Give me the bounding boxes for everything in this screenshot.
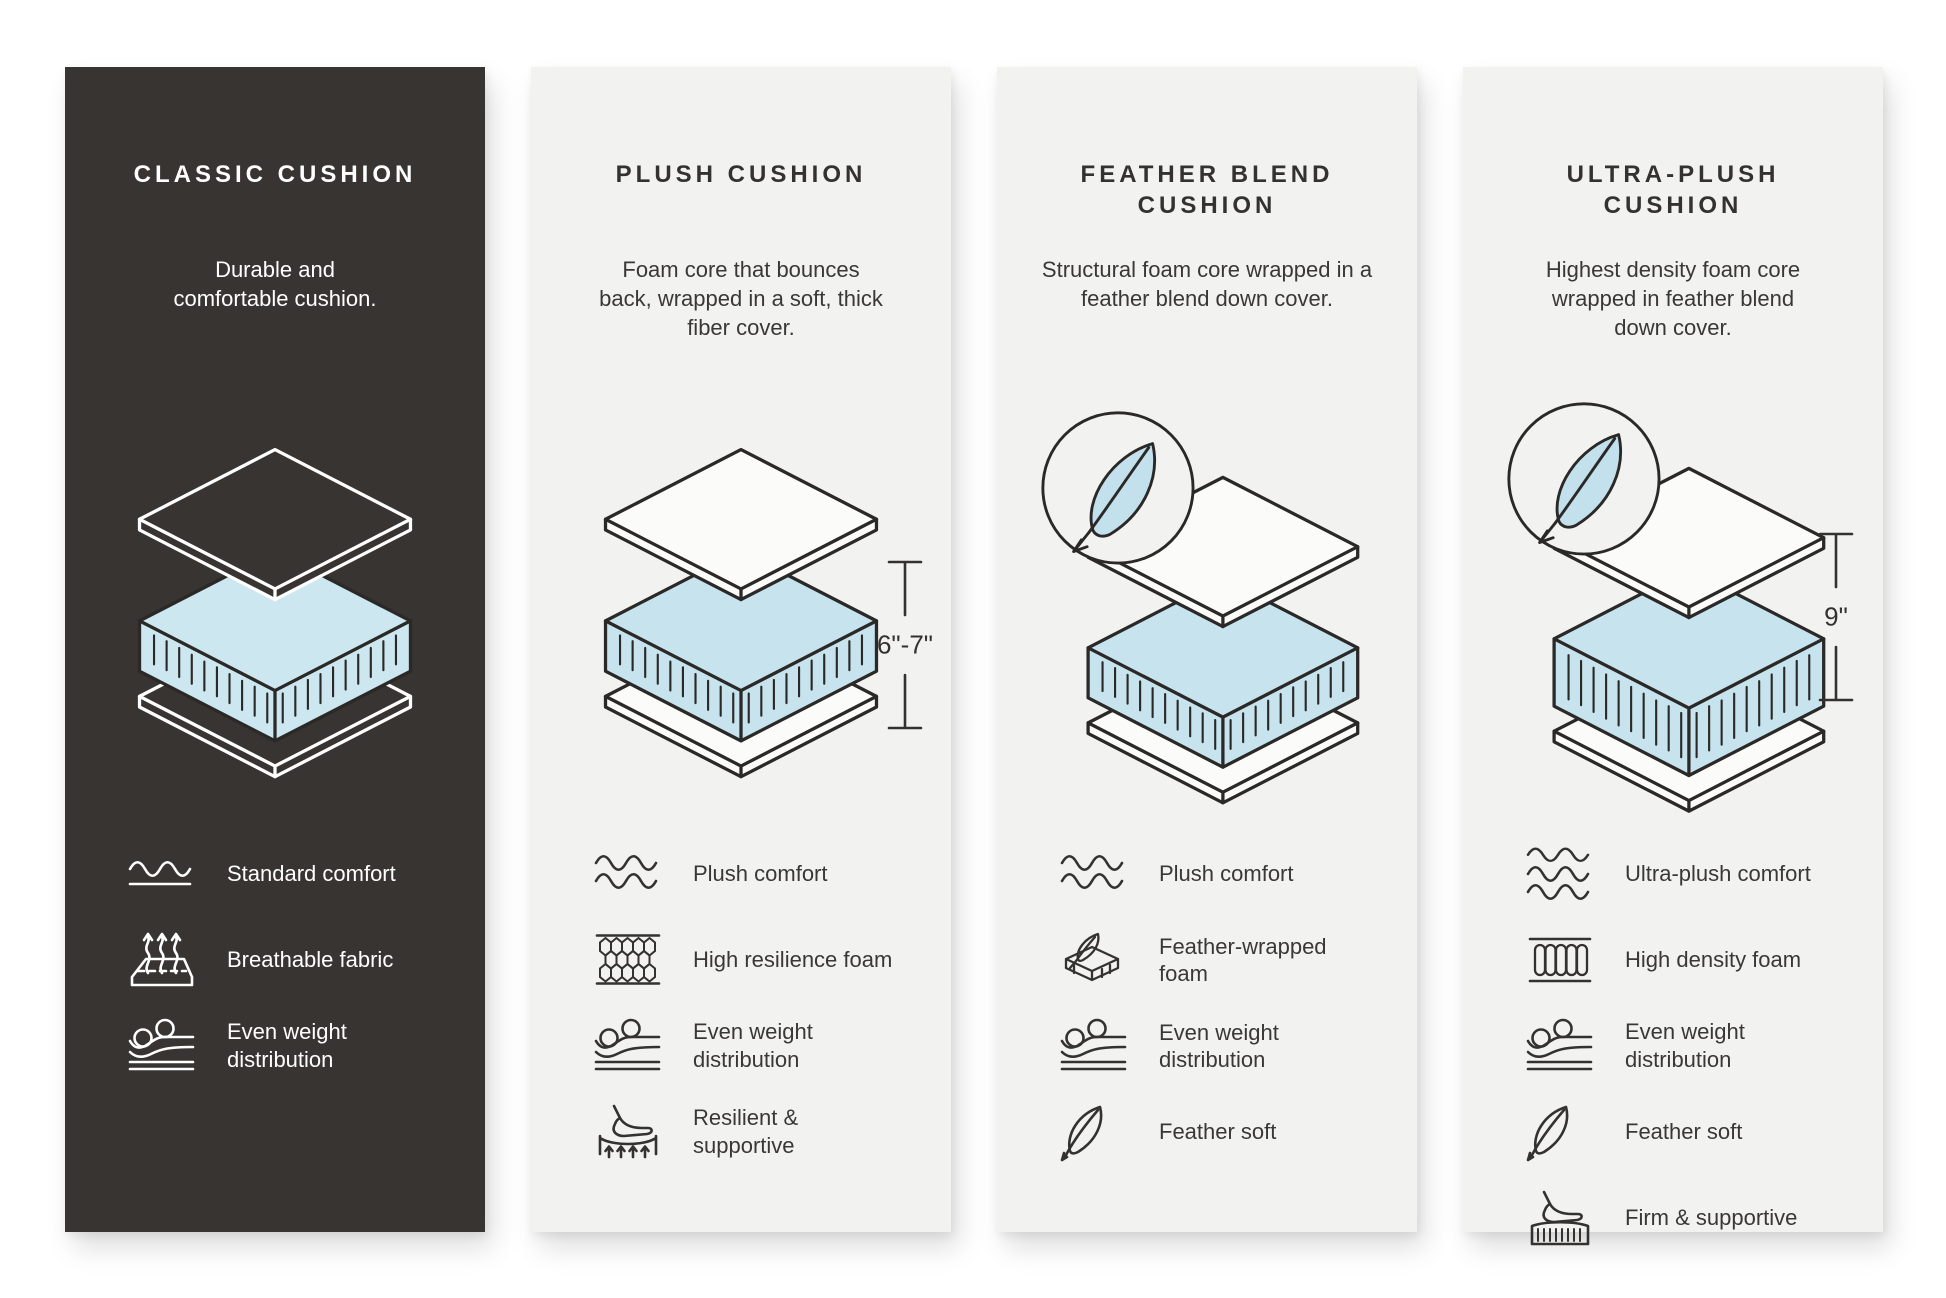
card-description: Foam core that bounces back, wrapped in a soft, thick fiber cover. bbox=[599, 256, 883, 340]
feature-label: High density foam bbox=[1625, 947, 1802, 973]
cushion-stack-illustration bbox=[1039, 409, 1376, 810]
feature-label: Firm & supportive bbox=[1625, 1205, 1798, 1231]
feature-label: Breathable fabric bbox=[227, 947, 394, 973]
feature-row bbox=[1055, 1101, 1391, 1163]
feature-label: Feather-wrapped foam bbox=[1159, 933, 1327, 987]
feature-row bbox=[1521, 929, 1857, 991]
height-ruler bbox=[1804, 531, 1868, 703]
wave-single-icon bbox=[123, 844, 201, 904]
height-measurement-label: 9" bbox=[1824, 601, 1848, 632]
cushion-diagram bbox=[531, 409, 951, 809]
cushion-diagram bbox=[997, 409, 1417, 809]
high-density-foam-icon bbox=[1521, 930, 1599, 990]
feature-label: Feather soft bbox=[1159, 1119, 1277, 1145]
feature-list bbox=[531, 843, 951, 1187]
feature-label: Plush comfort bbox=[693, 861, 828, 887]
feature-label: Standard comfort bbox=[227, 861, 396, 887]
card-title: PLUSH CUSHION bbox=[615, 160, 867, 188]
card-description: Durable and comfortable cushion. bbox=[173, 256, 377, 311]
even-weight-icon bbox=[1521, 1016, 1599, 1076]
feature-row bbox=[1521, 843, 1857, 905]
feather-icon bbox=[1055, 1102, 1133, 1162]
feature-row bbox=[589, 929, 925, 991]
resilient-supportive-icon bbox=[589, 1102, 667, 1162]
feature-row bbox=[589, 843, 925, 905]
even-weight-icon bbox=[1055, 1016, 1133, 1076]
feather-wrapped-foam-icon bbox=[1055, 930, 1133, 990]
card-description: Highest density foam core wrapped in feather blend down cover. bbox=[1545, 256, 1801, 340]
feature-row bbox=[1055, 929, 1391, 991]
honeycomb-foam-icon bbox=[589, 930, 667, 990]
feather-badge-icon bbox=[1042, 413, 1192, 563]
feature-row bbox=[123, 929, 459, 991]
feature-label: Even weight distribution bbox=[693, 1019, 813, 1072]
feature-label: Plush comfort bbox=[1159, 861, 1294, 887]
breathable-fabric-icon bbox=[123, 930, 201, 990]
card-plush-cushion bbox=[531, 67, 951, 1232]
feature-list bbox=[997, 843, 1417, 1187]
feather-badge-icon bbox=[1508, 404, 1658, 554]
card-description: Structural foam core wrapped in a feather blend down cover. bbox=[1041, 257, 1373, 312]
wave-triple-icon bbox=[1521, 844, 1599, 904]
card-row bbox=[65, 67, 1883, 1232]
card-title: CLASSIC CUSHION bbox=[133, 160, 417, 188]
card-title: ULTRA-PLUSH CUSHION bbox=[1566, 160, 1780, 220]
cushion-stack-illustration bbox=[591, 437, 891, 782]
feature-label: Ultra-plush comfort bbox=[1625, 861, 1811, 887]
feature-label: Even weight distribution bbox=[1159, 1019, 1279, 1073]
feather-icon bbox=[1521, 1102, 1599, 1162]
card-feather-blend-cushion bbox=[997, 67, 1417, 1232]
feature-label: Even weight distribution bbox=[1625, 1019, 1745, 1072]
wave-double-icon bbox=[589, 844, 667, 904]
feature-row bbox=[123, 843, 459, 905]
feature-row bbox=[1521, 1187, 1857, 1249]
feature-row bbox=[1521, 1015, 1857, 1077]
card-ultra-plush-cushion bbox=[1463, 67, 1883, 1232]
height-measurement-label: 6"-7" bbox=[876, 629, 934, 660]
firm-supportive-icon bbox=[1521, 1188, 1599, 1248]
feature-row bbox=[589, 1101, 925, 1163]
card-classic-cushion bbox=[65, 67, 485, 1232]
feature-row bbox=[1521, 1101, 1857, 1163]
feature-row bbox=[1055, 843, 1391, 905]
feature-row bbox=[1055, 1015, 1391, 1077]
cushion-stack-illustration bbox=[125, 437, 425, 782]
feature-label: Even weight distribution bbox=[227, 1019, 347, 1072]
feature-label: High resilience foam bbox=[693, 947, 893, 973]
feature-label: Feather soft bbox=[1625, 1119, 1743, 1145]
even-weight-icon bbox=[589, 1016, 667, 1076]
feature-row bbox=[123, 1015, 459, 1077]
even-weight-icon bbox=[123, 1016, 201, 1076]
cushion-diagram bbox=[1463, 409, 1883, 809]
card-title: FEATHER BLEND CUSHION bbox=[1080, 160, 1334, 220]
height-ruler bbox=[873, 559, 937, 731]
feature-label: Resilient & supportive bbox=[693, 1105, 799, 1158]
feature-list bbox=[1463, 843, 1883, 1273]
wave-double-icon bbox=[1055, 844, 1133, 904]
cushion-stack-illustration bbox=[1505, 400, 1842, 818]
feature-row bbox=[589, 1015, 925, 1077]
cushion-diagram bbox=[65, 409, 485, 809]
feature-list bbox=[65, 843, 485, 1101]
